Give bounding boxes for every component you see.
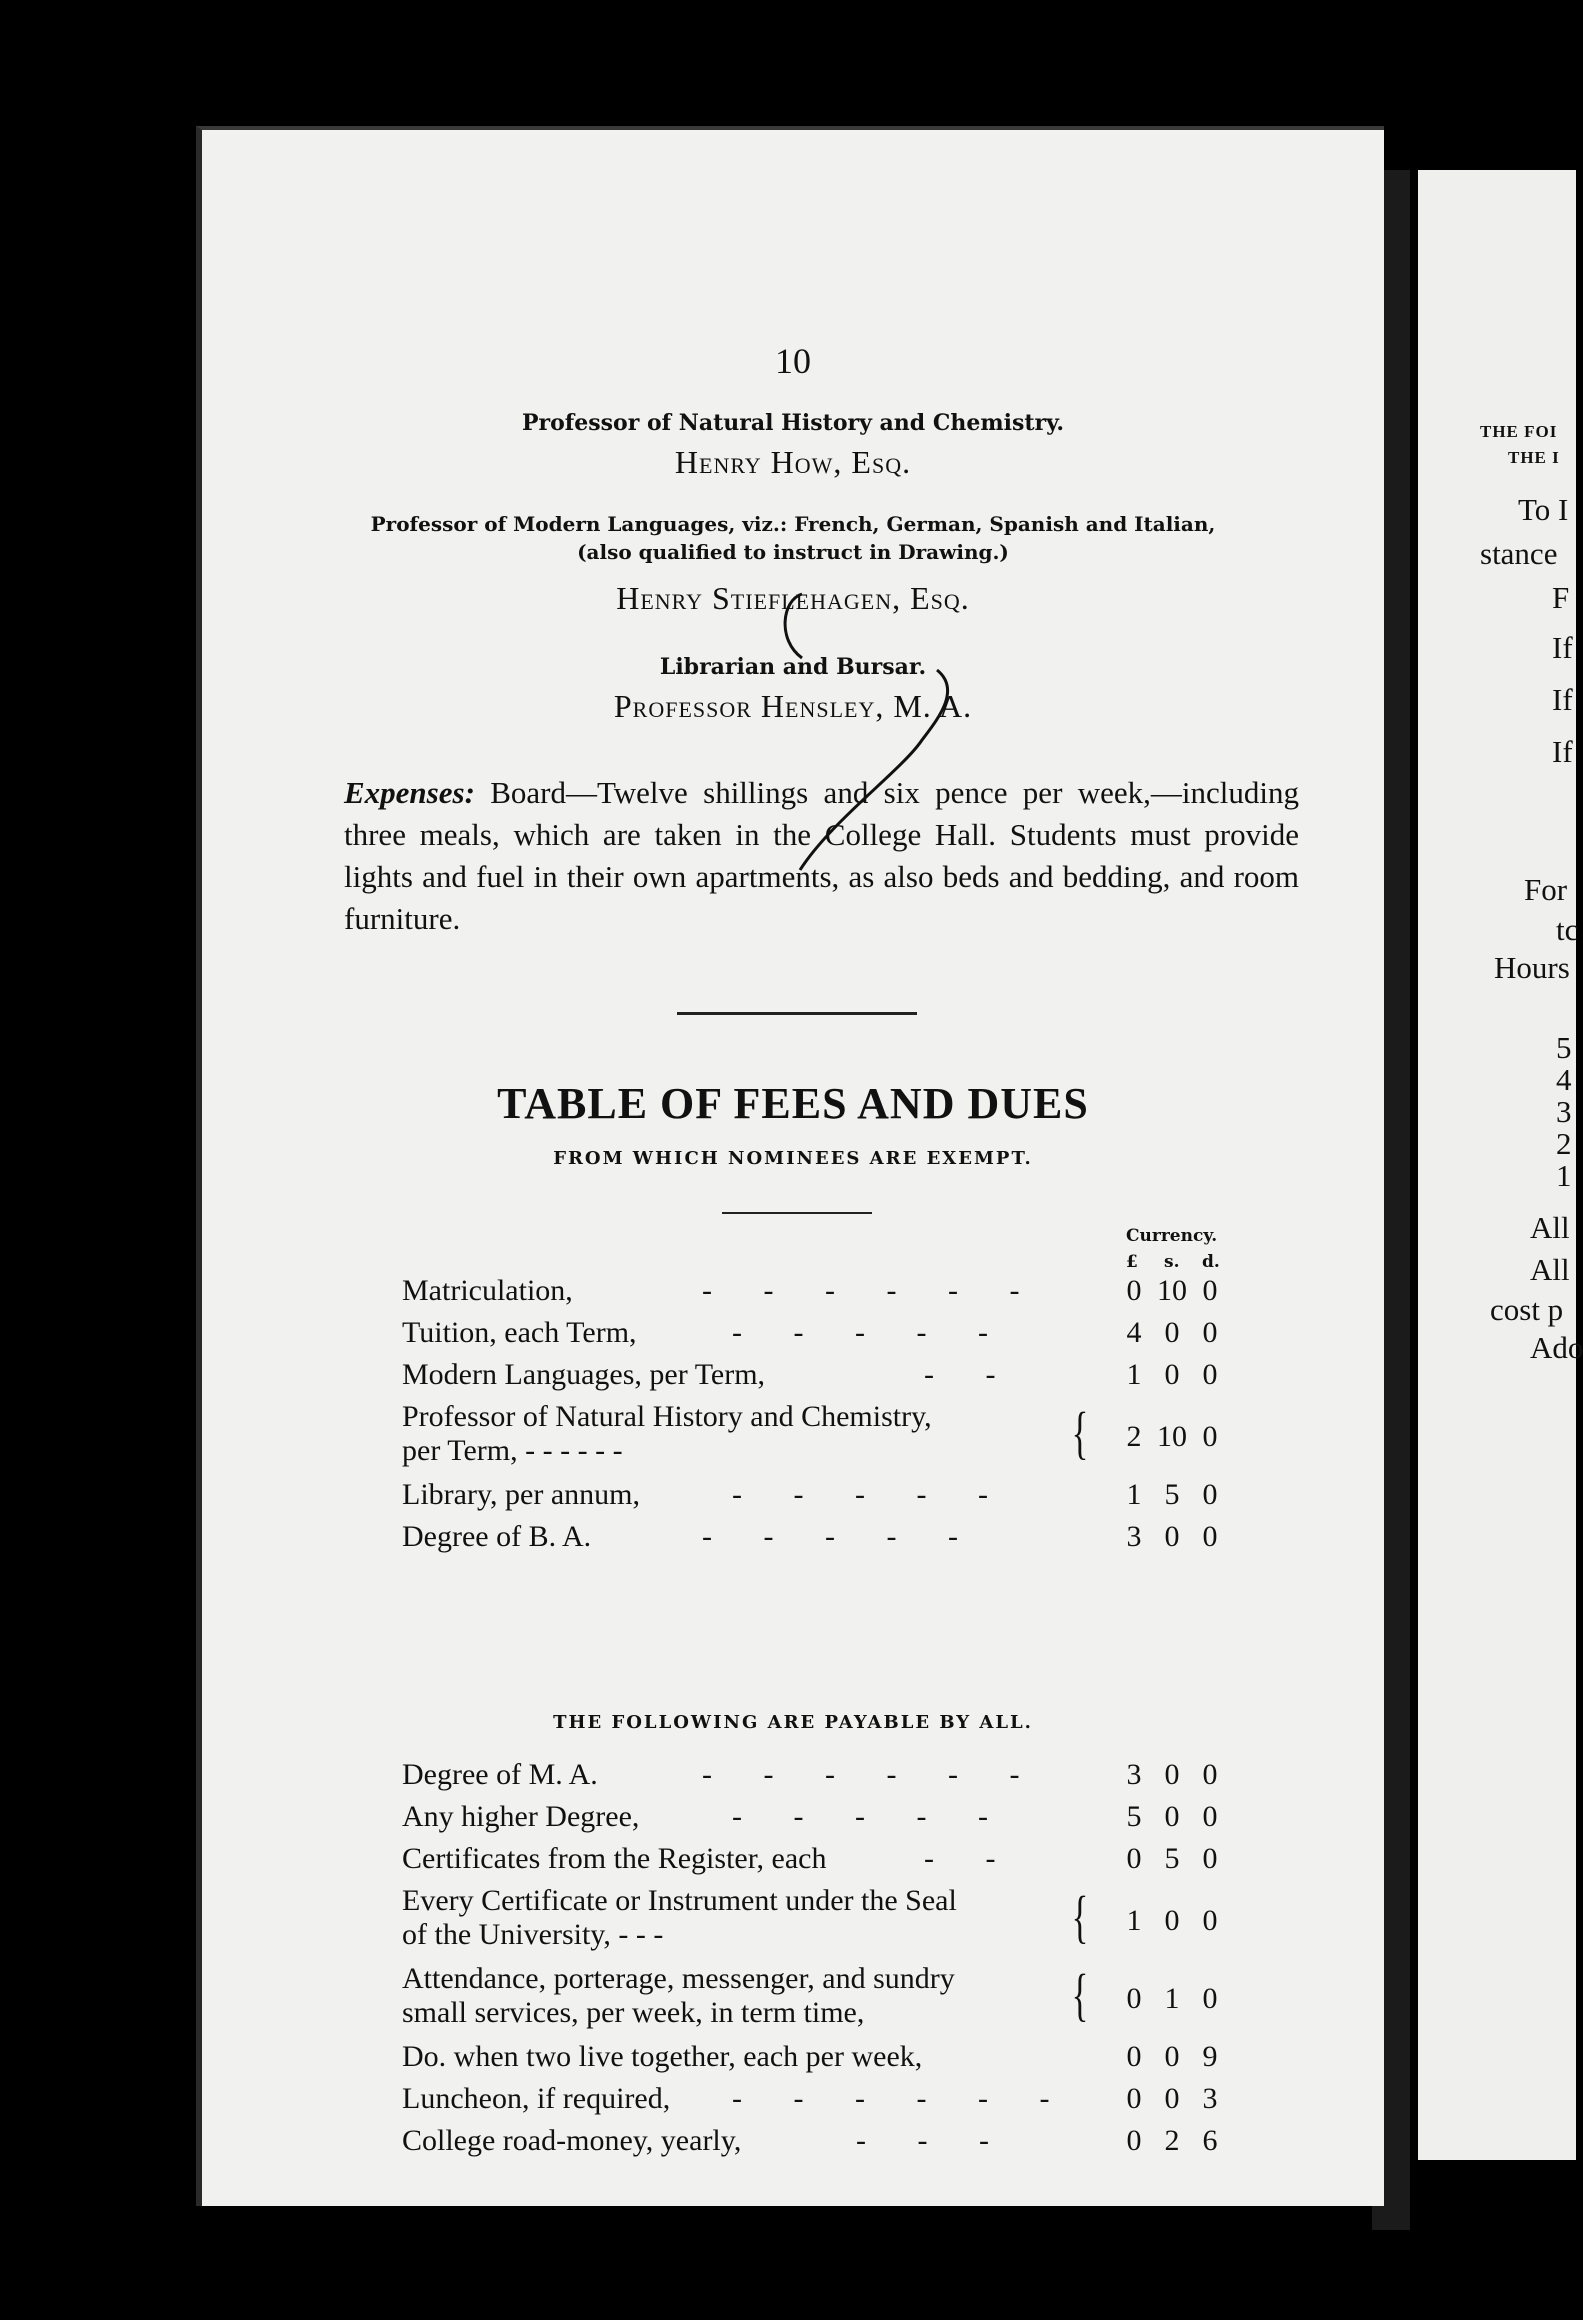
fee-label: Degree of B. A. (402, 1520, 592, 1553)
fee-label: Certificates from the Register, each (402, 1842, 827, 1875)
fee-label: Professor of Natural History and Chemistry, per Term, - - - - - - (402, 1400, 932, 1467)
fee-amount-pounds: 1 (1126, 1478, 1142, 1511)
fee-amount-pounds: 0 (1126, 1842, 1142, 1875)
fee-amount-shillings: 0 (1164, 1520, 1180, 1553)
facing-line: If (1552, 630, 1573, 665)
currency-label: Currency. (1126, 1226, 1218, 1246)
fee-amount-pence: 0 (1202, 1520, 1218, 1553)
fee-label: Library, per annum, (402, 1478, 640, 1511)
librarian-name: Professor Hensley, M. A. (613, 688, 973, 724)
fee-amount-shillings: 10 (1157, 1274, 1187, 1307)
fee-leader-dashes: - - - (856, 2124, 1011, 2157)
fee-amount-shillings: 5 (1164, 1478, 1180, 1511)
fee-amount-pounds: 1 (1126, 1358, 1142, 1391)
payable-by-all-label: THE FOLLOWING ARE PAYABLE BY ALL. (553, 1712, 1033, 1733)
fee-amount-shillings: 1 (1164, 1982, 1180, 2015)
fee-amount-pounds: 3 (1126, 1758, 1142, 1791)
fee-amount-shillings: 0 (1164, 1358, 1180, 1391)
fee-label: Luncheon, if required, (402, 2082, 671, 2115)
fee-amount-pounds: 0 (1126, 2082, 1142, 2115)
fee-amount-pounds: 5 (1126, 1800, 1142, 1833)
fee-label: Do. when two live together, each per week, (402, 2040, 923, 2073)
fee-amount-shillings: 5 (1164, 1842, 1180, 1875)
fee-label: Attendance, porterage, messenger, and sundry small services, per week, in term time, (402, 1962, 955, 2029)
fee-amount-pounds: 2 (1126, 1420, 1142, 1453)
professor-ml-title-line2: (also qualified to instruct in Drawing.) (577, 540, 1009, 564)
fee-amount-shillings: 0 (1164, 1758, 1180, 1791)
expenses-text: Board—Twelve shillings and six pence per week,—including three meals, which are taken in the College Hall. Students must provide lights and fuel in their own apartments, as also beds and bedding, and room furniture. (344, 775, 1299, 936)
facing-line: cost p (1490, 1292, 1564, 1327)
fee-leader-dashes: - - - - - (702, 1520, 980, 1553)
fee-amount-pounds: 1 (1126, 1904, 1142, 1937)
facing-line: 4 (1556, 1062, 1572, 1097)
facing-line: tc (1556, 912, 1579, 947)
fee-label: Every Certificate or Instrument under the Seal of the University, - - - (402, 1884, 957, 1951)
column-pounds: £ (1126, 1252, 1138, 1272)
fee-amount-pence: 0 (1202, 1904, 1218, 1937)
facing-line: All (1530, 1210, 1570, 1245)
fee-leader-dashes: - - - - - (732, 1800, 1010, 1833)
fee-amount-pence: 9 (1202, 2040, 1218, 2073)
fee-amount-shillings: 0 (1164, 1904, 1180, 1937)
fee-amount-pounds: 0 (1126, 1982, 1142, 2015)
fee-label: Any higher Degree, (402, 1800, 640, 1833)
fee-amount-shillings: 0 (1164, 1316, 1180, 1349)
fee-leader-dashes: - - - - - (732, 1478, 1010, 1511)
fee-amount-pence: 0 (1202, 1478, 1218, 1511)
fee-amount-pence: 0 (1202, 1758, 1218, 1791)
facing-line: 3 (1556, 1094, 1572, 1129)
facing-page-fragment (1418, 170, 1583, 2160)
table-subtitle: FROM WHICH NOMINEES ARE EXEMPT. (553, 1148, 1033, 1169)
grouping-brace: { (1071, 1962, 1089, 2027)
fee-amount-pence: 3 (1202, 2082, 1218, 2115)
facing-line: All (1530, 1252, 1570, 1287)
facing-line: To I (1518, 492, 1569, 527)
page-number: 10 (775, 341, 811, 381)
fee-amount-shillings: 0 (1164, 2040, 1180, 2073)
fee-amount-pence: 0 (1202, 1800, 1218, 1833)
facing-line: Hours (1494, 950, 1570, 985)
fee-label: Matriculation, (402, 1274, 573, 1307)
fee-leader-dashes: - - - - - - (732, 2082, 1072, 2115)
facing-line: F (1552, 580, 1570, 615)
professor-ml-title-line1: Professor of Modern Languages, viz.: French, German, Spanish and Italian, (370, 512, 1216, 536)
fee-amount-pounds: 4 (1126, 1316, 1142, 1349)
fee-amount-pounds: 3 (1126, 1520, 1142, 1553)
fee-leader-dashes: - - - - - - (702, 1274, 1042, 1307)
facing-line: stance (1480, 536, 1558, 571)
facing-line: THE I (1508, 448, 1560, 467)
fee-leader-dashes: - - (924, 1842, 1018, 1875)
fee-amount-pounds: 0 (1126, 2124, 1142, 2157)
expenses-label: Expenses: (344, 775, 475, 810)
table-title: TABLE OF FEES AND DUES (497, 1079, 1089, 1128)
facing-line: Ado (1530, 1330, 1583, 1365)
fee-amount-shillings: 0 (1164, 1800, 1180, 1833)
facing-line: 1 (1556, 1158, 1572, 1193)
fee-label: Tuition, each Term, (402, 1316, 637, 1349)
fee-amount-pence: 0 (1202, 1358, 1218, 1391)
fee-label: College road-money, yearly, (402, 2124, 742, 2157)
column-shillings: s. (1164, 1252, 1180, 1272)
facing-line: THE FOI (1480, 422, 1558, 441)
fee-amount-pence: 6 (1202, 2124, 1218, 2157)
fee-leader-dashes: - - - - - - (702, 1758, 1042, 1791)
professor-nh-name: Henry How, Esq. (674, 444, 912, 480)
fee-amount-pounds: 0 (1126, 1274, 1142, 1307)
fee-amount-pounds: 0 (1126, 2040, 1142, 2073)
column-pence: d. (1202, 1252, 1220, 1272)
fee-amount-pence: 0 (1202, 1420, 1218, 1453)
grouping-brace: { (1071, 1884, 1089, 1949)
professor-ml-name: Henry Stieflehagen, Esq. (616, 580, 970, 616)
document-page (196, 126, 1384, 2206)
facing-line: 2 (1556, 1126, 1572, 1161)
professor-nh-title: Professor of Natural History and Chemistry. (521, 410, 1065, 436)
fee-label: Degree of M. A. (402, 1758, 598, 1791)
fee-amount-shillings: 0 (1164, 2082, 1180, 2115)
facing-line: 5 (1556, 1030, 1572, 1065)
fee-label: Modern Languages, per Term, (402, 1358, 766, 1391)
fee-amount-pence: 0 (1202, 1842, 1218, 1875)
grouping-brace: { (1071, 1400, 1089, 1465)
facing-line: If (1552, 734, 1573, 769)
facing-line: If (1552, 682, 1573, 717)
fee-amount-shillings: 10 (1157, 1420, 1187, 1453)
librarian-title: Librarian and Bursar. (659, 654, 927, 680)
fee-amount-shillings: 2 (1164, 2124, 1180, 2157)
fee-leader-dashes: - - (924, 1358, 1018, 1391)
fee-amount-pence: 0 (1202, 1982, 1218, 2015)
pencil-annotation (202, 130, 1390, 2210)
fee-leader-dashes: - - - - - (732, 1316, 1010, 1349)
fee-amount-pence: 0 (1202, 1274, 1218, 1307)
facing-line: For (1524, 872, 1568, 907)
fee-amount-pence: 0 (1202, 1316, 1218, 1349)
